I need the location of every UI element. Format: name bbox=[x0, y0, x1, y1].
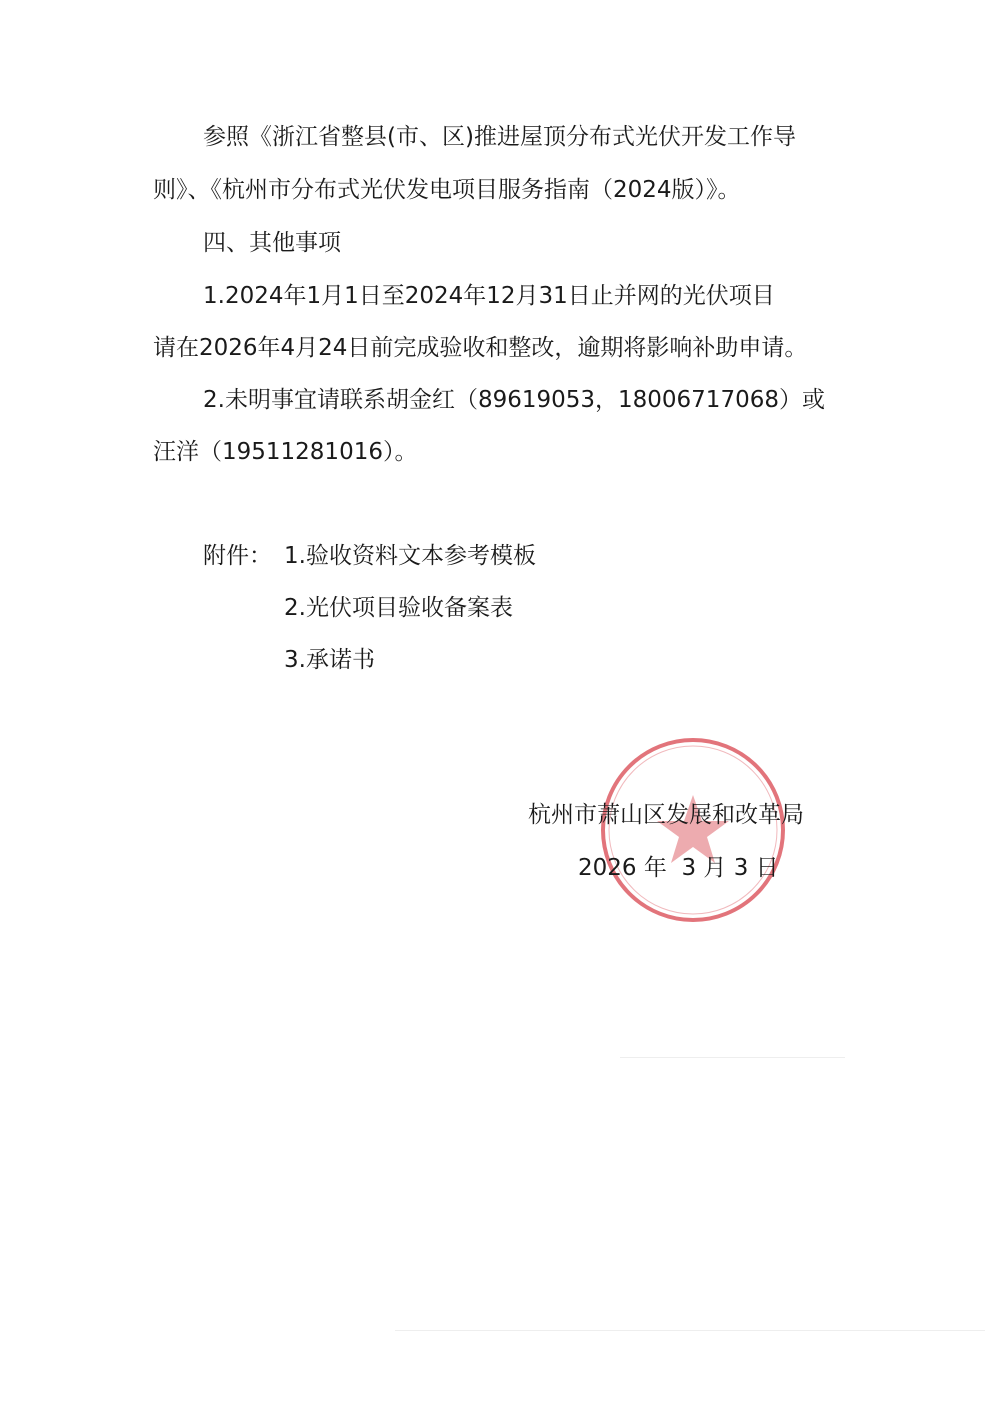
issuing-organization: 杭州市萧山区发展和改革局 bbox=[528, 802, 804, 828]
attachment-item: 1.验收资料文本参考模板 bbox=[284, 543, 536, 569]
body-line-2: 则》、《杭州市分布式光伏发电项目服务指南（2024版）》。 bbox=[153, 177, 741, 203]
body-line-6: 2.未明事宜请联系胡金红（89619053，18006717068）或 bbox=[203, 387, 825, 413]
attachments-label: 附件： bbox=[203, 543, 272, 569]
body-line-1: 参照《浙江省整县(市、区)推进屋顶分布式光伏开发工作导 bbox=[203, 124, 796, 150]
official-seal bbox=[598, 735, 788, 925]
attachment-item: 2.光伏项目验收备案表 bbox=[284, 595, 513, 621]
body-line-4: 1.2024年1月1日至2024年12月31日止并网的光伏项目 bbox=[203, 283, 775, 309]
scan-line bbox=[620, 1057, 845, 1058]
attachment-item: 3.承诺书 bbox=[284, 647, 375, 673]
scan-line bbox=[395, 1330, 985, 1331]
body-line-5: 请在2026年4月24日前完成验收和整改，逾期将影响补助申请。 bbox=[153, 335, 808, 361]
section-heading: 四、其他事项 bbox=[203, 230, 341, 256]
body-line-7: 汪洋（19511281016）。 bbox=[153, 439, 418, 465]
issue-date: 2026 年 3 月 3 日 bbox=[578, 855, 779, 881]
